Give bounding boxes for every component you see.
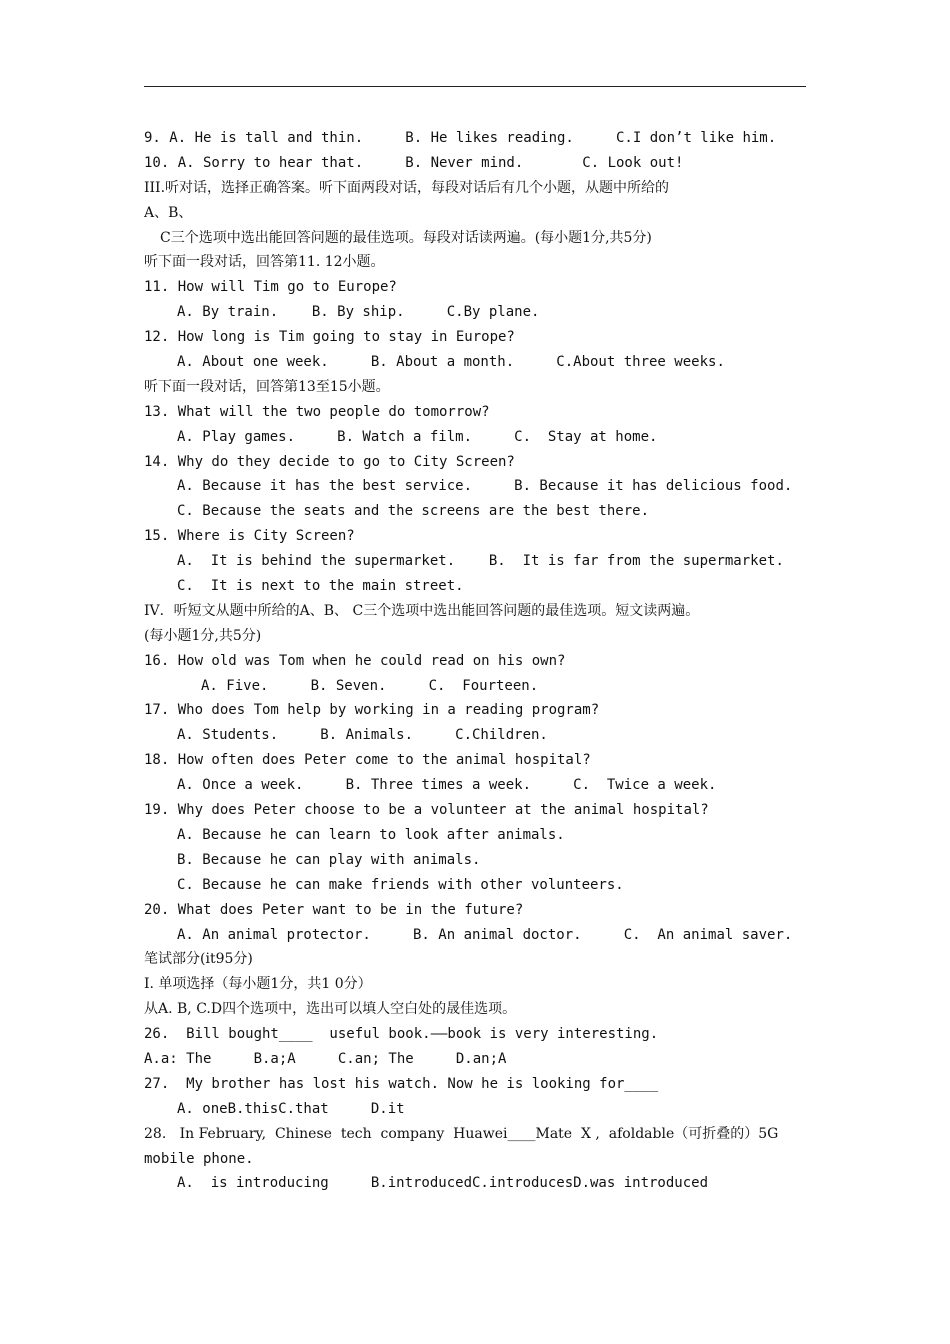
question-15-options-ab: A. It is behind the supermarket. B. It is far from the supermarket. [177,553,784,570]
question-28-options: A. is introducing B.introducedC.introducesD.was introduced [177,1175,709,1192]
question-19-option-c: C. Because he can make friends with other volunteers. [177,876,624,893]
question-14-options-ab: A. Because it has the best service. B. Because it has delicious food. [177,478,793,495]
question-14: 14. Why do they decide to go to City Screen? [144,453,515,470]
section-iv-heading: IV．听短文从题中所给的A、B、 C三个选项中选出能回答问题的最佳选项。短文读两遍。 [144,602,700,619]
section-iii-instructions: C三个选项中选出能回答问题的最佳选项。每段对话读两遍。(每小题1分,共5分) [160,229,652,246]
exam-page-content [144,126,806,1196]
question-18: 18. How often does Peter come to the animal hospital? [144,752,591,769]
question-20: 20. What does Peter want to be in the future? [144,901,524,918]
section-iv-scoring: (每小题1分,共5分) [144,627,262,644]
question-9-options: 9. A. He is tall and thin. B. He likes reading. C.I don’t like him. [144,130,777,146]
question-19-option-b: B. Because he can play with animals. [177,851,481,868]
question-27-options: A. oneB.thisC.that D.it [177,1100,405,1117]
question-13: 13. What will the two people do tomorrow? [144,403,490,420]
question-16-options: A. Five. B. Seven. C. Fourteen. [201,677,539,694]
question-19-option-a: A. Because he can learn to look after animals. [177,826,565,843]
written-part-heading: 笔试部分(it95分) [144,951,253,968]
question-28: 28. In February, Chinese tech company Huawei____Mate X , afoldable（可折叠的）5G [144,1125,779,1142]
question-17-options: A. Students. B. Animals. C.Children. [177,727,548,744]
question-27: 27. My brother has lost his watch. Now he is looking for____ [144,1075,659,1092]
question-26: 26. Bill bought____ useful book.——book is very interesting. [144,1026,659,1043]
question-20-options: A. An animal protector. B. An animal doctor. C. An animal saver. [177,926,793,943]
question-26-options: A.a: The B.a;A C.an; The D.an;A [144,1050,507,1067]
header-rule [144,86,806,87]
question-12-options: A. About one week. B. About a month. C.About three weeks. [177,354,725,371]
question-14-option-c: C. Because the seats and the screens are the best there. [177,503,650,520]
section-i-heading: I. 单项选择（每小题1分，共1 0分） [144,976,372,993]
question-11: 11. How will Tim go to Europe? [144,279,397,296]
question-11-options: A. By train. B. By ship. C.By plane. [177,304,540,321]
question-12: 12. How long is Tim going to stay in Europe? [144,329,515,346]
section-i-instructions: 从A. B, C.D四个选项中，选出可以填人空白处的晟佳选项。 [144,1001,517,1018]
question-10-options: 10. A. Sorry to hear that. B. Never mind. C. Look out! [144,154,684,171]
question-18-options: A. Once a week. B. Three times a week. C. Twice a week. [177,777,717,794]
section-iii-heading: III.听对话，选择正确答案。听下面两段对话，每段对话后有几个小题，从题中所给的 [144,179,670,196]
dialogue-1-instruction: 听下面一段对话，回答第11. 12小题。 [144,254,385,271]
question-16: 16. How old was Tom when he could read on his own? [144,652,566,669]
dialogue-2-instruction: 听下面一段对话，回答第13至15小题。 [144,378,390,395]
question-15-option-c: C. It is next to the main street. [177,578,464,595]
question-19: 19. Why does Peter choose to be a volunteer at the animal hospital? [144,802,709,819]
question-13-options: A. Play games. B. Watch a film. C. Stay at home. [177,428,658,445]
question-28-cont: mobile phone. [144,1150,254,1167]
question-17: 17. Who does Tom help by working in a reading program? [144,702,600,719]
section-iii-heading-cont: A、B、 [144,204,193,221]
question-15: 15. Where is City Screen? [144,528,355,545]
